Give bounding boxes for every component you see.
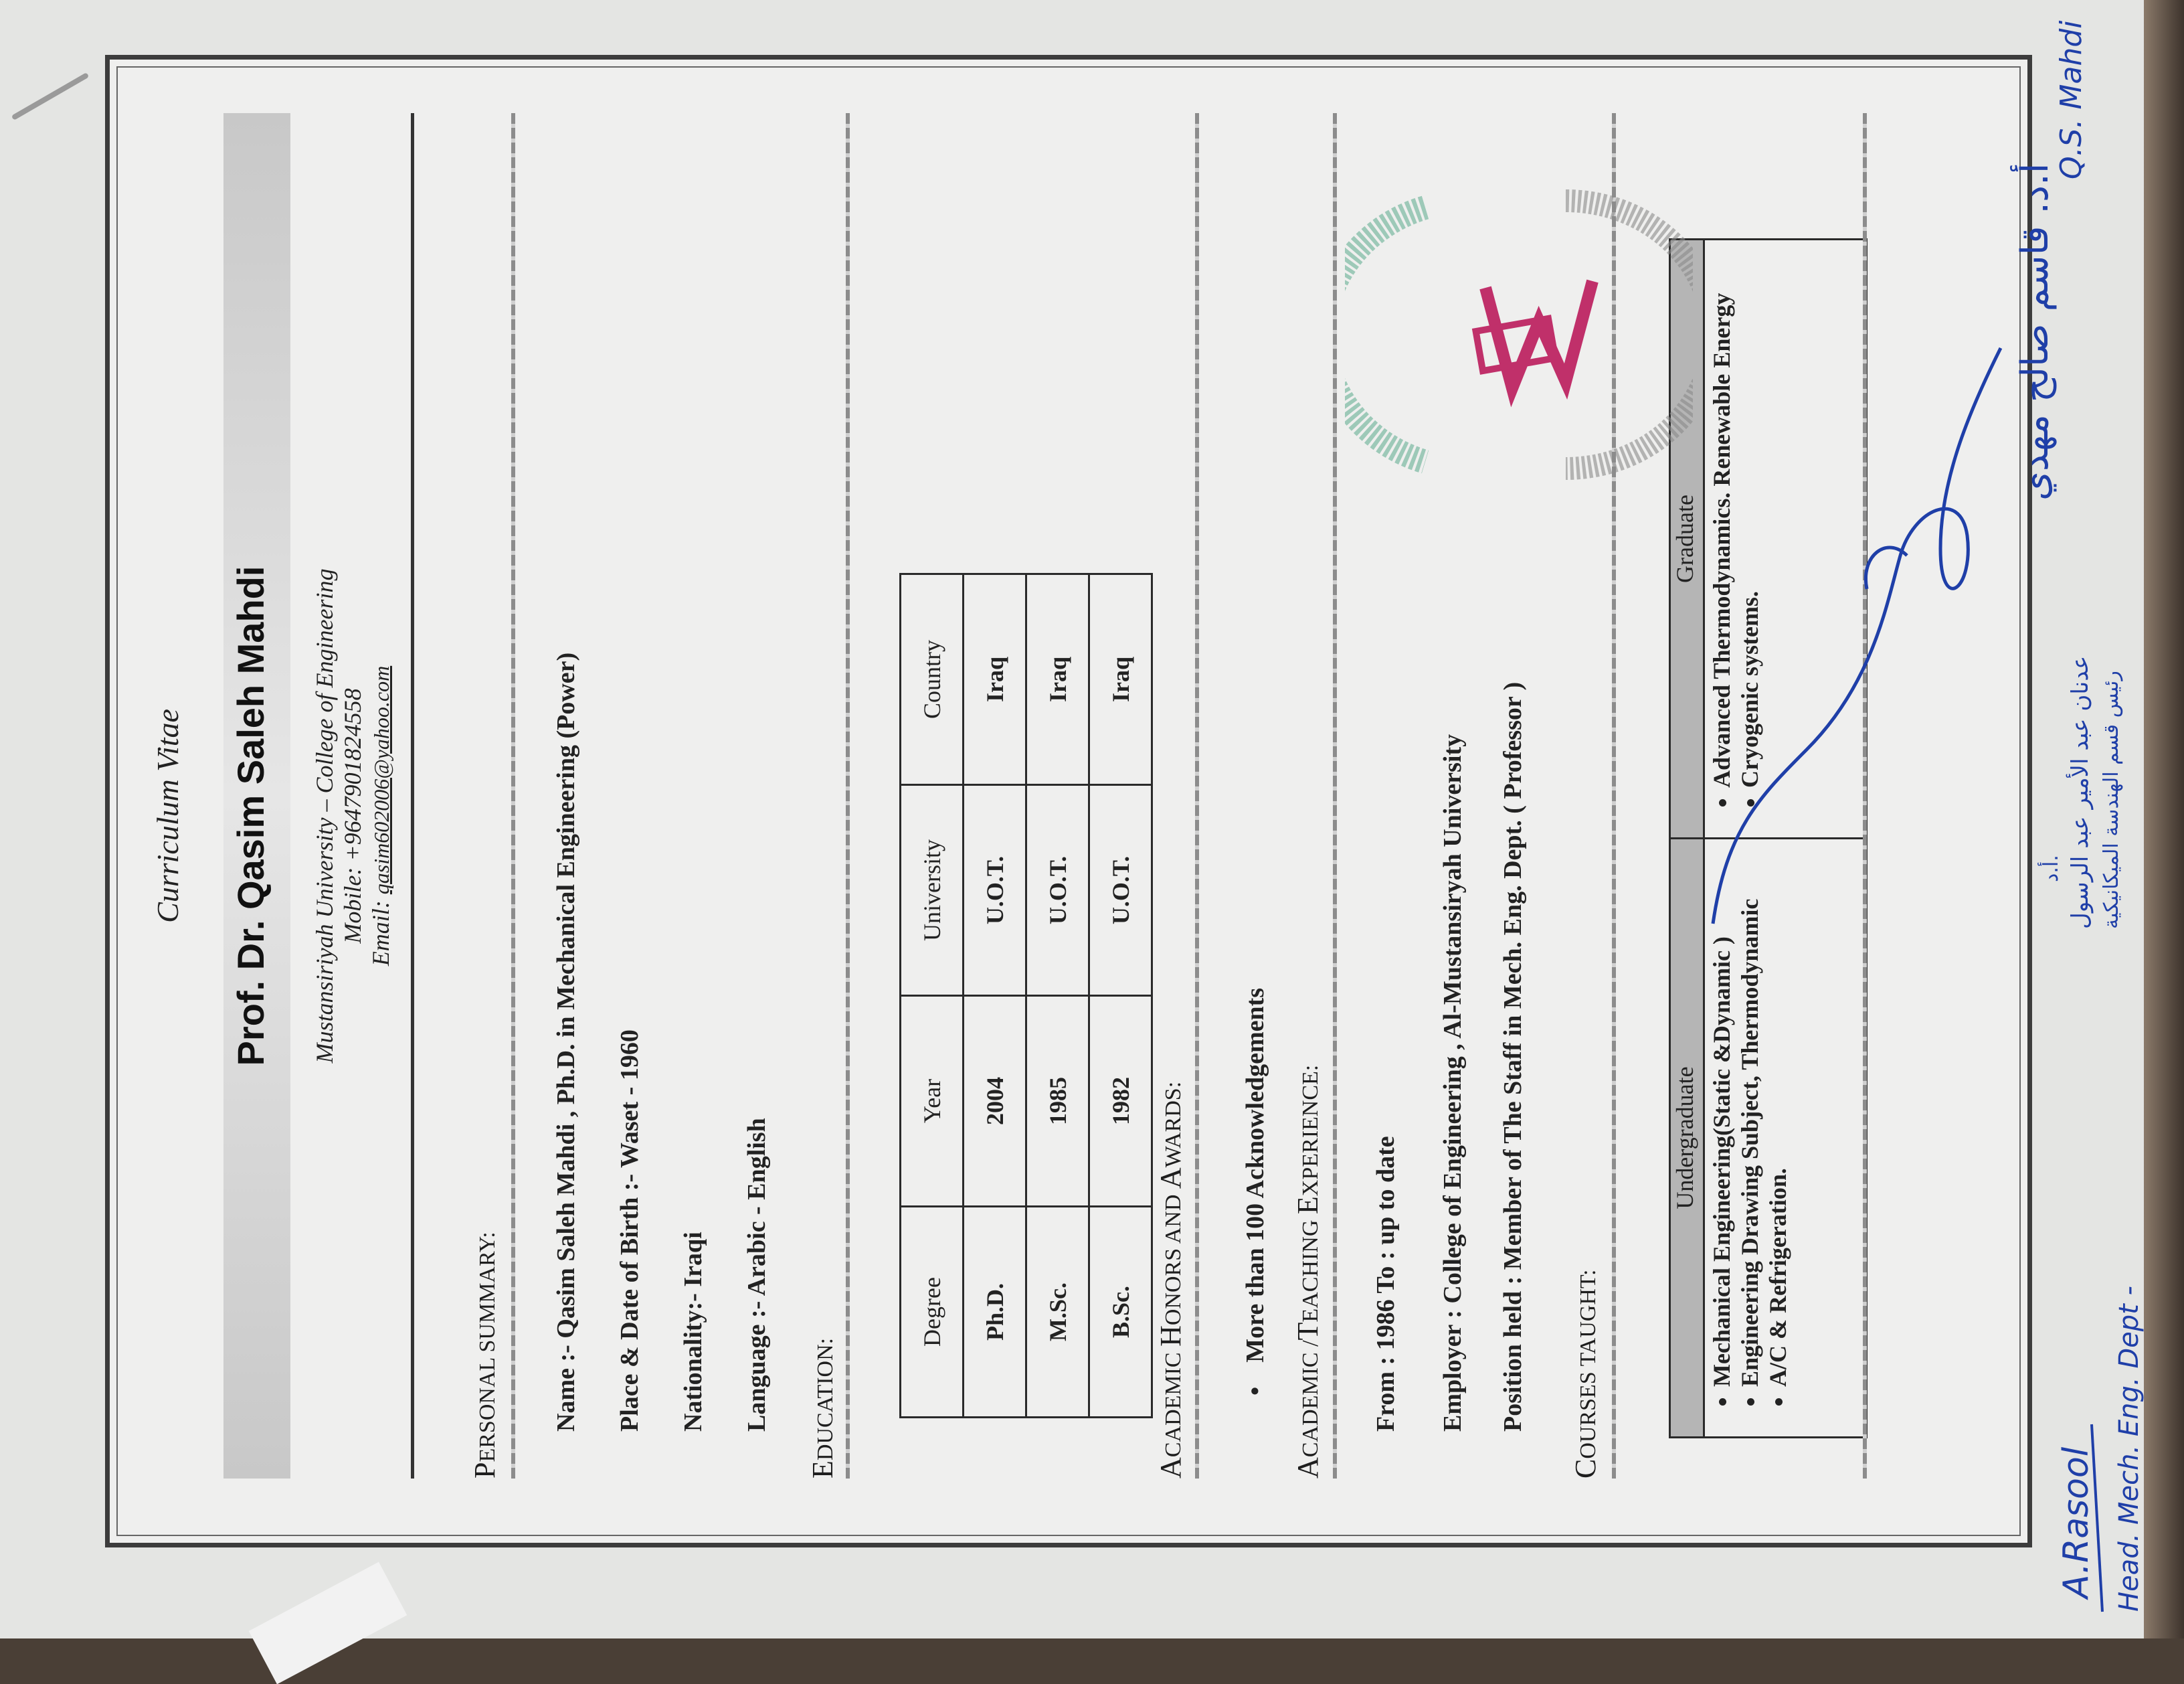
- table-row: [1026, 574, 1089, 1418]
- table-surface: [2144, 0, 2184, 1638]
- department-stamp: [1345, 181, 1693, 489]
- education-heading: EDUCATION:: [806, 1337, 839, 1479]
- stamp-logo: [1485, 281, 1592, 388]
- column-header: Graduate: [1670, 240, 1704, 839]
- table-cell: Iraq: [964, 574, 1026, 785]
- mobile-line: [339, 80, 367, 1552]
- sig-left-title: Head. Mech. Eng. Dept -: [2114, 1286, 2145, 1612]
- table-cell: U.O.T.: [1026, 785, 1089, 996]
- table-cell: U.O.T.: [964, 785, 1026, 996]
- employer-line: Employer : College of Engineering , Al-Mustansiryah University: [1439, 734, 1467, 1432]
- column-header: Year: [901, 996, 964, 1207]
- section-divider: [1333, 113, 1337, 1479]
- table-cell: M.Sc.: [1026, 1207, 1089, 1418]
- affiliation: Mustansiriyah University – College of Engineering: [311, 568, 338, 1064]
- mobile-label: Mobile:: [339, 867, 366, 944]
- personal-summary-heading: PERSONAL SUMMARY:: [468, 1232, 501, 1479]
- document-title: Curriculum Vitae: [151, 709, 185, 923]
- courses-heading: COURSES TAUGHT:: [1569, 1269, 1602, 1479]
- list-item: • A/C & Refrigeration.: [1764, 850, 1792, 1387]
- email-label: Email:: [367, 900, 394, 966]
- mobile-number: +9647901824558: [339, 688, 366, 861]
- sig-handwritten-2: Q.S. Mahdi: [2054, 20, 2088, 179]
- stamp-ring-gray: [1566, 201, 1693, 469]
- column-header: Undergraduate: [1670, 839, 1704, 1438]
- from-line: From : 1986 To : up to date: [1372, 1136, 1400, 1432]
- header-divider: [411, 113, 414, 1479]
- person-name: Prof. Dr. Qasim Saleh Mahdi: [230, 566, 272, 1066]
- section-divider: [1195, 113, 1199, 1479]
- table-cell: Ph.D.: [964, 1207, 1026, 1418]
- sig-handwritten-1: أ.د. قاسم صالح مهدي: [2013, 163, 2057, 501]
- list-item: • Mechanical Engineering(Static &Dynamic ): [1708, 850, 1736, 1387]
- list-item: • Cryogenic systems.: [1736, 251, 1764, 788]
- stamp-ring-green: [1345, 207, 1425, 462]
- birth-line: Place & Date of Birth :- Waset - 1960: [616, 1029, 644, 1432]
- column-header: Degree: [901, 1207, 964, 1418]
- table-cell: 1985: [1026, 996, 1089, 1207]
- table-cell: Iraq: [1026, 574, 1089, 785]
- experience-heading: ACADEMIC /TEACHING EXPERIENCE:: [1291, 1064, 1324, 1479]
- signature-block: [1773, 0, 2148, 1638]
- table-row: [1089, 574, 1152, 1418]
- email-link[interactable]: qasim602006@yahoo.com: [369, 665, 393, 895]
- position-line: Position held : Member of The Staff in Mech. Eng. Dept. ( Professor ): [1499, 681, 1527, 1432]
- table-row: [964, 574, 1026, 1418]
- language-line: Language :- Arabic - English: [743, 1118, 771, 1432]
- column-header: University: [901, 785, 964, 996]
- list-item: • Advanced Thermodynamics. Renewable Energy: [1708, 251, 1736, 788]
- list-item: • Engineering Drawing Subject, Thermodynamic: [1736, 850, 1764, 1387]
- table-cell: 2004: [964, 996, 1026, 1207]
- email-line: [367, 80, 395, 1552]
- column-header: Country: [901, 574, 964, 785]
- sig-arabic-1: أ.د.: [2039, 855, 2063, 882]
- section-divider: [511, 113, 515, 1479]
- honors-heading: ACADEMIC HONORS AND AWARDS:: [1154, 1081, 1187, 1479]
- list-item: • More than 100 Acknowledgements: [1241, 988, 1270, 1358]
- sig-arabic-2: عدنان عبد الأمير عبد الرسول: [2067, 655, 2094, 929]
- table-cell: Iraq: [1089, 574, 1152, 785]
- sig-left-name: A.Rasool: [2056, 1446, 2096, 1598]
- section-divider: [846, 113, 850, 1479]
- name-line: Name :- Qasim Saleh Mahdi , Ph.D. in Mechanical Engineering (Power): [552, 652, 580, 1432]
- education-table: [899, 573, 1153, 1418]
- table-cell: B.Sc.: [1089, 1207, 1152, 1418]
- table-cell: U.O.T.: [1089, 785, 1152, 996]
- nationality-line: Nationality:- Iraqi: [679, 1232, 707, 1432]
- table-cell: 1982: [1089, 996, 1152, 1207]
- sig-arabic-3: رئيس قسم الهندسة الميكانيكية: [2100, 671, 2123, 929]
- table-header-row: [901, 574, 964, 1418]
